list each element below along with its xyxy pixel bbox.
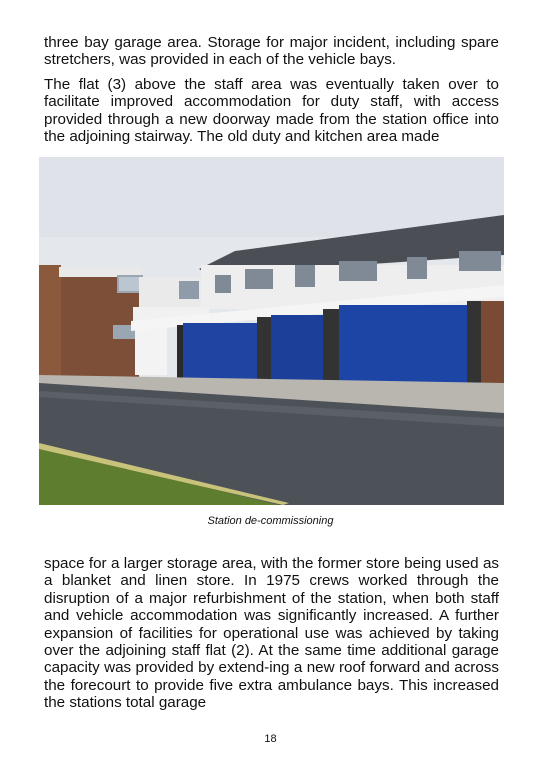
body-paragraph-3: space for a larger storage area, with the former store being used as a blanket and linen store. In 1975 crews worked through the disruption of a major refurbishment of the station, when both staff and vehicle accommodation was significantly increased. A further expansion of facilities for operational use was achieved by taking over the adjoining staff flat (2). At the same time additional garage capacity was provided by extend-ing a new roof forward and across the forecourt to provide five extra ambulance bays. This increased the stations total garage	[44, 555, 499, 712]
station-photo	[39, 157, 504, 505]
body-paragraph-2: The flat (3) above the staff area was eventually taken over to facilitate improved accommodation for duty staff, with access provided through a new doorway made from the station office into the adjoining stairway. The old duty and kitchen area made	[44, 76, 499, 146]
body-paragraph-1: three bay garage area. Storage for major incident, including spare stretchers, was provided in each of the vehicle bays.	[44, 34, 499, 69]
figure-caption: Station de-commissioning	[207, 515, 334, 527]
page-number: 18	[264, 733, 277, 745]
